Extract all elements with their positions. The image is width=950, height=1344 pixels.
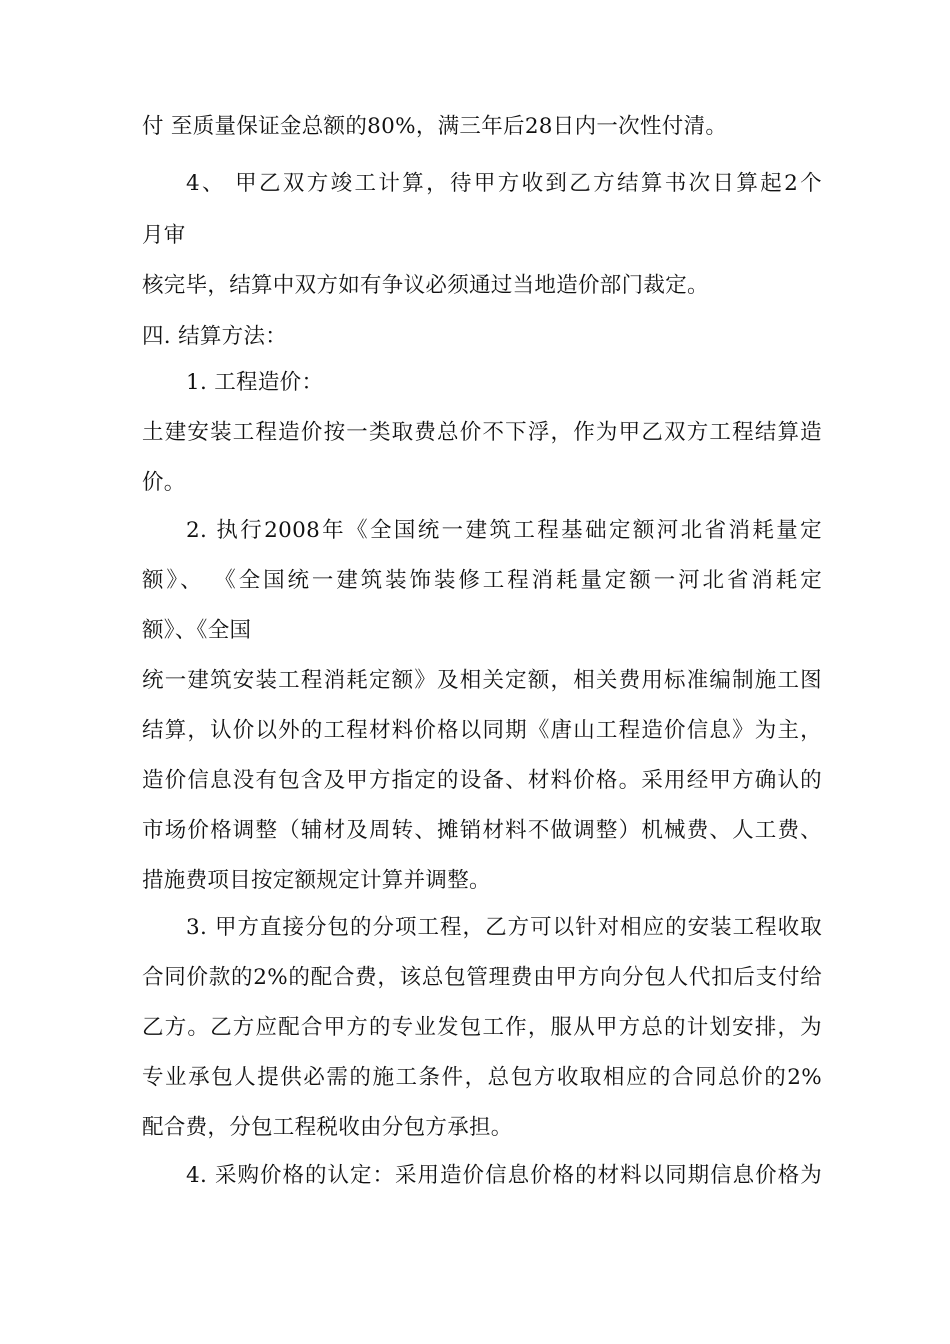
text-line-19: 乙方。乙方应配合甲方的专业发包工作，服从甲方总的计划安排，为 [142, 1015, 822, 1040]
text-line-1: 付 至质量保证金总额的80%，满三年后28日内一次性付清。 [142, 114, 728, 139]
text-line-21: 配合费，分包工程税收由分包方承担。 [142, 1115, 513, 1140]
text-line-14: 造价信息没有包含及甲方指定的设备、材料价格。采用经甲方确认的 [142, 768, 822, 793]
text-line-15: 市场价格调整（辅材及周转、摊销材料不做调整）机械费、人工费、 [142, 818, 822, 843]
text-line-17: 3. 甲方直接分包的分项工程，乙方可以针对相应的安装工程收取 [186, 915, 822, 940]
text-line-3: 月审 [142, 223, 186, 248]
text-line-11: 额》、《全国 [142, 618, 252, 643]
text-line-7: 土建安装工程造价按一类取费总价不下浮，作为甲乙双方工程结算造 [142, 420, 822, 445]
text-line-13: 结算，认价以外的工程材料价格以同期《唐山工程造价信息》为主， [142, 718, 822, 743]
text-line-10: 额》、 《全国统一建筑装饰装修工程消耗量定额一河北省消耗定 [142, 568, 822, 593]
text-line-16: 措施费项目按定额规定计算并调整。 [142, 868, 491, 893]
text-line-20: 专业承包人提供必需的施工条件，总包方收取相应的合同总价的2% [142, 1065, 822, 1090]
text-line-18: 合同价款的2%的配合费，该总包管理费由甲方向分包人代扣后支付给 [142, 965, 822, 990]
subsection-heading: 1. 工程造价： [186, 370, 324, 395]
text-line-22: 4. 采购价格的认定：采用造价信息价格的材料以同期信息价格为 [186, 1163, 822, 1188]
text-line-9: 2. 执行2008年《全国统一建筑工程基础定额河北省消耗量定 [186, 518, 822, 543]
text-line-4: 核完毕，结算中双方如有争议必须通过当地造价部门裁定。 [142, 273, 709, 298]
section-heading: 四. 结算方法： [142, 324, 288, 349]
text-line-8: 价。 [142, 470, 186, 495]
text-line-2: 4、 甲乙双方竣工计算，待甲方收到乙方结算书次日算起2个 [186, 171, 822, 196]
text-line-12: 统一建筑安装工程消耗定额》及相关定额，相关费用标准编制施工图 [142, 668, 822, 693]
